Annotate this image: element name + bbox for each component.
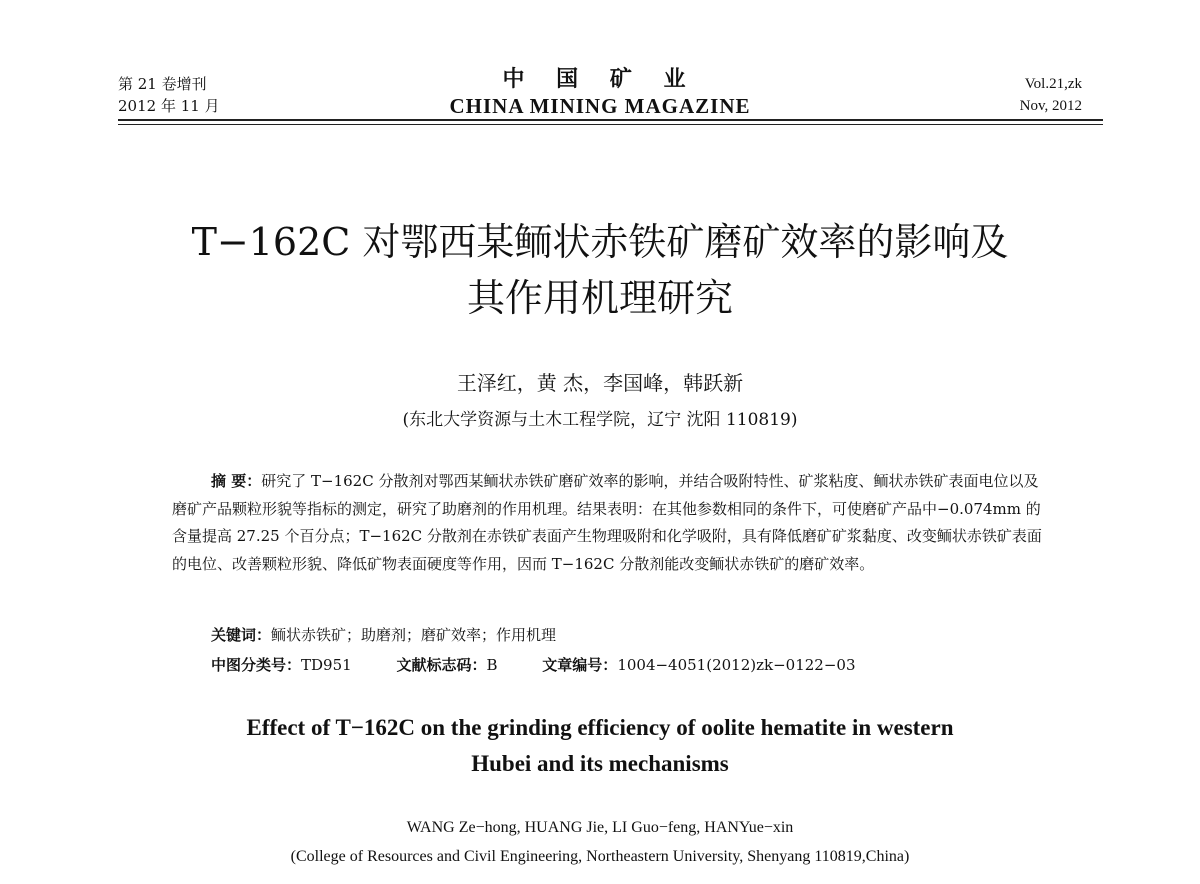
abstract-text: 研究了 T−162C 分散剂对鄂西某鲕状赤铁矿磨矿效率的影响，并结合吸附特性、矿浆粘度、鲕状赤铁矿表面电位以及磨矿产品颗粒形貌等指标的测定，研究了助磨剂的作用机理。结果表明：在其他参数相同的条件下，可使磨矿产品中−0.074mm 的含量提高 27.25 个百分点；T−162C 分散剂在赤铁矿表面产生物理吸附和化学吸附，具有降低磨矿矿浆黏度、改变鲕状赤铁矿表面的电位、改善颗粒形貌、降低矿物表面硬度等作用，因而 T−162C 分散剂能改变鲕状赤铁矿的磨矿效率。 (172, 472, 1042, 573)
authors-en: WANG Ze−hong, HUANG Jie, LI Guo−feng, HANYue−xin (406, 819, 794, 836)
keywords-label: 关键词： (211, 626, 272, 644)
affiliation-cn: (东北大学资源与土木工程学院，辽宁 沈阳 110819) (402, 410, 798, 430)
header-rule-thick (118, 119, 1103, 121)
keywords (211, 624, 556, 646)
volume-issue-en: Vol.21,zk (1024, 76, 1082, 92)
date-en: Nov, 2012 (1019, 98, 1082, 114)
document-code: 文献标志码：B (396, 656, 498, 674)
abstract-cn (172, 468, 1052, 578)
date-cn: 2012 年 11 月 (118, 97, 220, 115)
title-en-line1: Effect of T−162C on the grinding efficiency of oolite hematite in western (246, 715, 954, 740)
affiliation-en: (College of Resources and Civil Engineering, Northeastern University, Shenyang 110819,China) (290, 848, 910, 865)
title-cn-line2: 其作用机理研究 (466, 276, 733, 320)
clc-number: 中图分类号：TD951 (211, 656, 352, 674)
journal-name-cn: 中 国 矿 业 (502, 66, 698, 92)
title-en-line2: Hubei and its mechanisms (471, 751, 729, 776)
authors-cn: 王泽红，黄 杰，李国峰，韩跃新 (456, 371, 744, 395)
classification-row (211, 654, 896, 676)
article-id: 文章编号：1004−4051(2012)zk−0122−03 (542, 656, 856, 674)
keywords-text: 鲕状赤铁矿；助磨剂；磨矿效率；作用机理 (271, 626, 557, 644)
journal-name-en: CHINA MINING MAGAZINE (449, 94, 751, 118)
title-cn-line1: T−162C 对鄂西某鲕状赤铁矿磨矿效率的影响及 (191, 220, 1009, 264)
abstract-label: 摘 要： (211, 472, 262, 490)
header-rule-thin (118, 124, 1103, 125)
volume-issue-cn: 第 21 卷增刊 (118, 75, 207, 93)
